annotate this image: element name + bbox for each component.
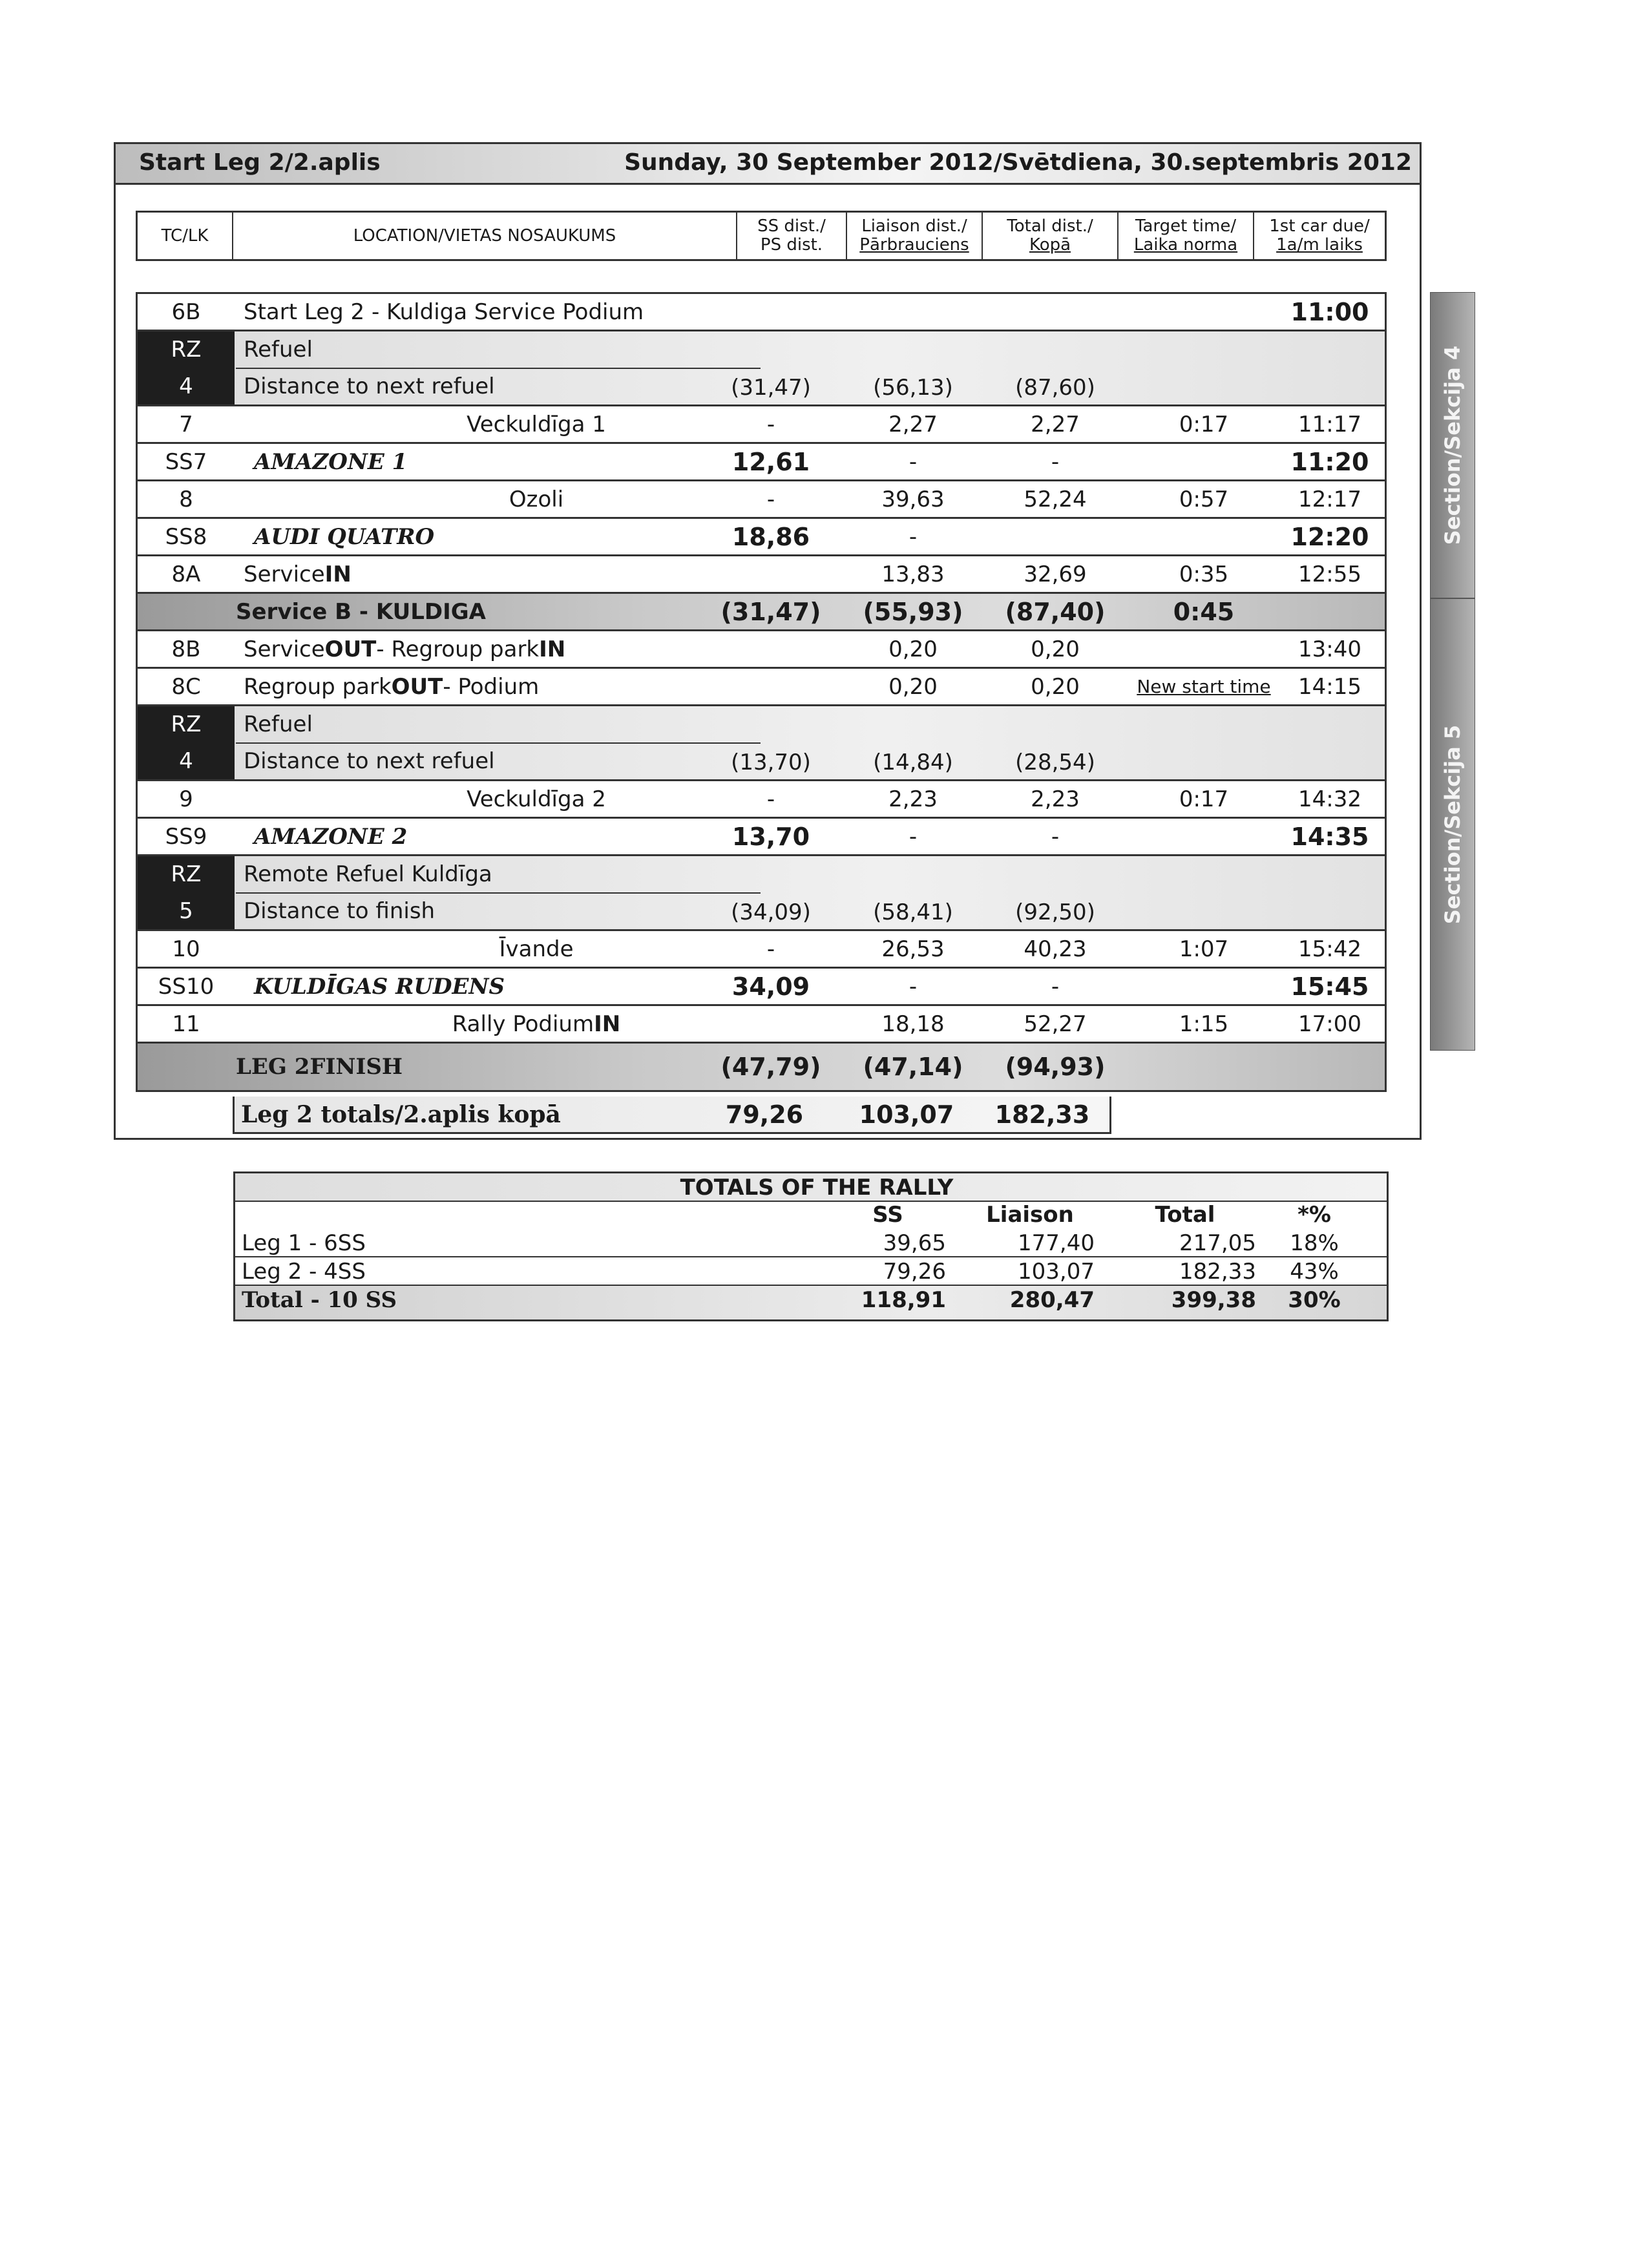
section-5-sidebar: Section/Sekcija 5 (1430, 598, 1475, 1051)
table-row: 8A Service IN 13,83 32,69 0:35 12:55 (138, 556, 1385, 594)
location-cell: Refuel Distance to next refuel (236, 331, 761, 404)
refuel-zone-badge: RZ 4 (138, 331, 235, 404)
col-liaison: Liaison dist./ Pārbrauciens (847, 213, 983, 259)
col-target: Target time/ Laika norma (1119, 213, 1254, 259)
title-bar (116, 144, 1420, 185)
table-row: SS7 AMAZONE 1 12,61 - - 11:20 (138, 444, 1385, 481)
table-row: 8 Ozoli - 39,63 52,24 0:57 12:17 (138, 481, 1385, 519)
table-row: Leg 2 - 4SS 79,26 103,07 182,33 43% (235, 1257, 1387, 1286)
total-cell: (87,60) (1015, 375, 1095, 401)
table-row: SS10 KULDĪGAS RUDENS 34,09 - - 15:45 (138, 969, 1385, 1006)
table-row: 11 Rally Podium IN 18,18 52,27 1:15 17:00 (138, 1006, 1385, 1044)
summary-total-row: Total - 10 SS 118,91 280,47 399,38 30% (235, 1286, 1387, 1319)
summary-title: TOTALS OF THE RALLY (680, 1175, 954, 1201)
table-row: 9 Veckuldīga 2 - 2,23 2,23 0:17 14:32 (138, 781, 1385, 819)
col-total: Total dist./ Kopā (983, 213, 1119, 259)
col-first-car: 1st car due/ 1a/m laiks (1269, 216, 1370, 255)
col-ss: SS dist./ PS dist. (737, 213, 847, 259)
table-row: RZ 4 Refuel Distance to next refuel (13,70) (14,84) (28,54) (138, 706, 1385, 781)
service-row: Service B - KULDIGA (31,47) (55,93) (87,40) 0:45 (138, 594, 1385, 631)
itinerary-table (136, 292, 1387, 1092)
summary-header: SS Liaison Total *% (872, 1202, 1331, 1228)
table-row (138, 294, 1385, 331)
refuel-zone-badge: RZ 4 (138, 706, 235, 779)
location-cell: Start Leg 2 - Kuldiga Service Podium (244, 299, 644, 325)
leg-totals-row: Leg 2 totals/2.aplis kopā 79,26 103,07 182,33 (233, 1097, 1111, 1134)
rally-totals-table (233, 1171, 1389, 1321)
date-title: Sunday, 30 September 2012/Svētdiena, 30.septembris 2012 (624, 149, 1412, 176)
table-row (138, 331, 1385, 406)
section-4-sidebar: Section/Sekcija 4 (1430, 292, 1475, 598)
table-row: 8C Regroup park OUT - Podium 0,20 0,20 New start time 14:15 (138, 669, 1385, 706)
table-row: SS8 AUDI QUATRO 18,86 - 12:20 (138, 519, 1385, 556)
table-row: SS9 AMAZONE 2 13,70 - - 14:35 (138, 819, 1385, 856)
ss-dist-cell: (31,47) (731, 375, 811, 401)
refuel-zone-badge: RZ 5 (138, 856, 235, 929)
tc-cell: 6B (171, 299, 201, 325)
table-row: 7 Veckuldīga 1 - 2,27 2,27 0:17 11:17 (138, 406, 1385, 444)
col-location: LOCATION/VIETAS NOSAUKUMS (233, 213, 737, 259)
first-car-cell: 11:00 (1290, 297, 1369, 326)
liaison-cell: (56,13) (873, 375, 953, 401)
table-row: Leg 1 - 6SS 39,65 177,40 217,05 18% (235, 1229, 1387, 1257)
table-row: 8B Service OUT - Regroup park IN 0,20 0,20 13:40 (138, 631, 1385, 669)
table-row: 10 Īvande - 26,53 40,23 1:07 15:42 (138, 931, 1385, 969)
leg-title: Start Leg 2/2.aplis (139, 149, 381, 176)
col-tc: TC/LK (138, 213, 233, 259)
column-header (136, 211, 1387, 261)
table-row: RZ 5 Remote Refuel Kuldīga Distance to finish (34,09) (58,41) (92,50) (138, 856, 1385, 931)
finish-row: LEG 2FINISH (47,79) (47,14) (94,93) (138, 1044, 1385, 1090)
